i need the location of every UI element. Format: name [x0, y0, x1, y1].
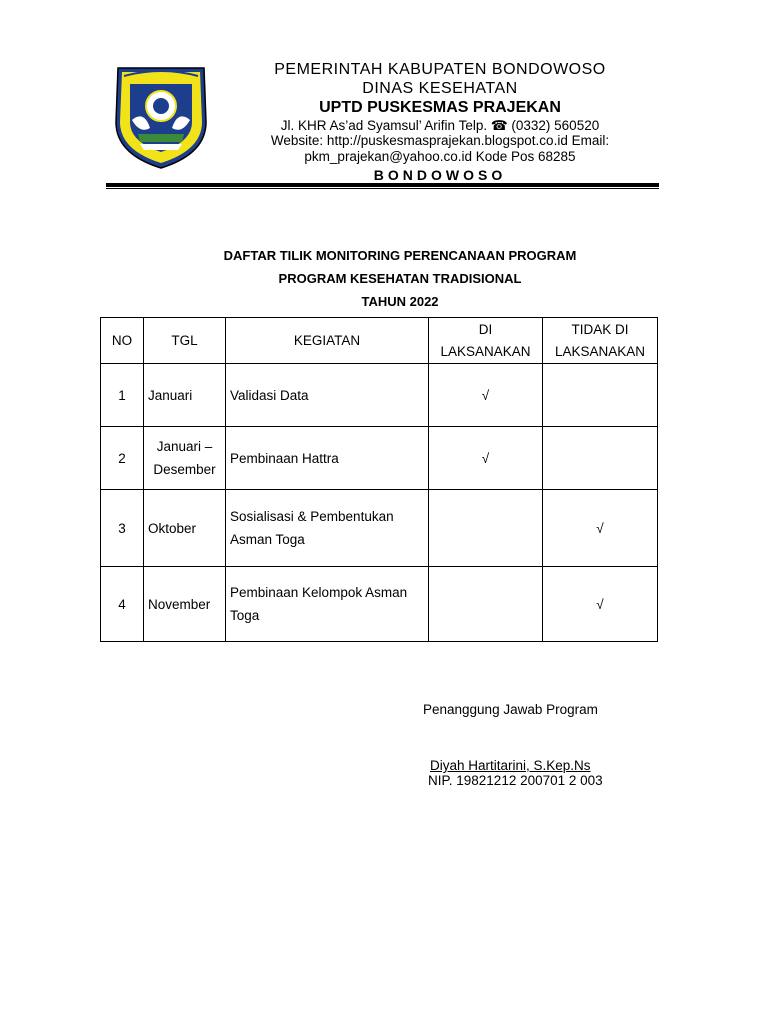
row-di-check: √: [429, 364, 543, 427]
row-tgl: Januari – Desember: [144, 427, 226, 490]
row-no: 1: [101, 364, 144, 427]
document-year: TAHUN 2022: [361, 294, 439, 309]
row-tidak-check: [543, 427, 658, 490]
row-no: 2: [101, 427, 144, 490]
row-tgl: Januari: [144, 364, 226, 427]
row-kegiatan: Validasi Data: [226, 364, 429, 427]
signature-name: Diyah Hartitarini, S.Kep.Ns: [430, 758, 591, 773]
row-di-check: [429, 567, 543, 642]
table-row: [101, 490, 658, 567]
row-kegiatan: Pembinaan Kelompok Asman Toga: [226, 567, 429, 642]
header-tidak-di-laksanakan: TIDAK DI LAKSANAKAN: [543, 318, 658, 364]
table-row: [101, 427, 658, 490]
row-tidak-check: [543, 364, 658, 427]
table-header-row: [101, 318, 658, 364]
header-divider-thin: [106, 188, 659, 189]
header-tgl: TGL: [144, 318, 226, 364]
row-no: 4: [101, 567, 144, 642]
document-subtitle: PROGRAM KESEHATAN TRADISIONAL: [278, 271, 522, 286]
document-title: DAFTAR TILIK MONITORING PERENCANAAN PROGRAM: [223, 248, 577, 263]
row-tidak-check: √: [543, 567, 658, 642]
row-no: 3: [101, 490, 144, 567]
row-tidak-check: √: [543, 490, 658, 567]
address-line: Jl. KHR As’ad Syamsul’ Arifin Telp. ☎ (0332) 560520: [280, 117, 600, 133]
department-name: DINAS KESEHATAN: [362, 80, 518, 98]
bondowoso-emblem-icon: [110, 62, 212, 170]
header-di-laksanakan: DI LAKSANAKAN: [429, 318, 543, 364]
signature-nip: NIP. 19821212 200701 2 003: [428, 773, 603, 788]
institution-name: UPTD PUSKESMAS PRAJEKAN: [319, 99, 561, 117]
row-kegiatan: Pembinaan Hattra: [226, 427, 429, 490]
row-di-check: √: [429, 427, 543, 490]
header-no: NO: [101, 318, 144, 364]
government-name: PEMERINTAH KABUPATEN BONDOWOSO: [274, 61, 606, 78]
header-kegiatan: KEGIATAN: [226, 318, 429, 364]
table-row: [101, 567, 658, 642]
website-line: Website: http://puskesmasprajekan.blogspot.co.id Email:: [270, 133, 610, 149]
row-tgl: November: [144, 567, 226, 642]
checklist-table: [100, 317, 658, 642]
row-di-check: [429, 490, 543, 567]
row-tgl: Oktober: [144, 490, 226, 567]
row-kegiatan: Sosialisasi & Pembentukan Asman Toga: [226, 490, 429, 567]
letterhead: [228, 60, 652, 184]
header-divider: [106, 183, 659, 187]
city-name: BONDOWOSO: [373, 166, 507, 183]
signature-role: Penanggung Jawab Program: [423, 702, 598, 717]
email-line: pkm_prajekan@yahoo.co.id Kode Pos 68285: [304, 149, 576, 165]
table-row: [101, 364, 658, 427]
